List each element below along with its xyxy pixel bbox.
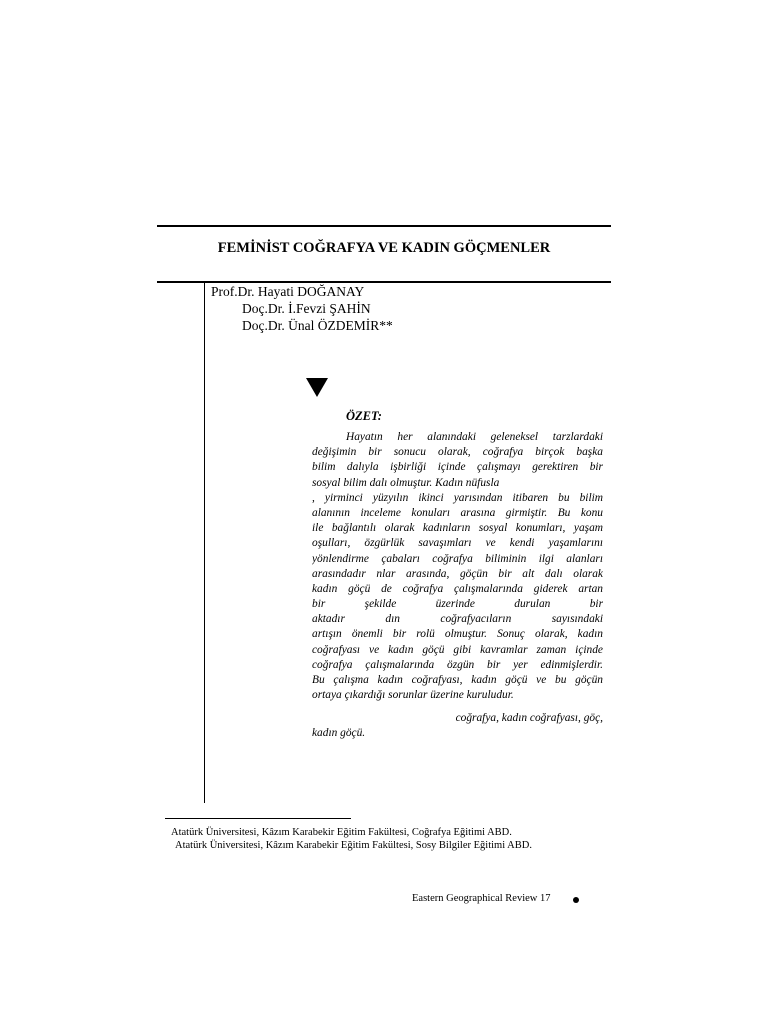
abstract-line: aktadır dın coğrafyacıların sayısındaki <box>312 613 603 626</box>
abstract-line: alanının inceleme konuları arasına girmiştir. Bu konu <box>312 506 603 519</box>
abstract-line: oşulları, özgürlük savaşımları ve kendi yaşamlarını <box>312 537 603 550</box>
abstract-line: ortaya çıkardığı sorunlar üzerine kuruludur. <box>312 689 514 702</box>
author-list <box>211 283 393 334</box>
footnotes <box>171 826 532 852</box>
abstract-line: Bu çalışma kadın coğrafyası, kadın göçü ve bu göçün <box>312 674 603 686</box>
abstract-line: coğrafya çalışmalarında özgün bir yer edinmişlerdir. <box>312 658 603 671</box>
article-title: FEMİNİST COĞRAFYA VE KADIN GÖÇMENLER <box>217 240 551 256</box>
page-footer: Eastern Geographical Review 17 <box>412 893 551 904</box>
abstract-line: ile bağlantılı olarak kadınların sosyal konumları, yaşam <box>312 522 603 535</box>
author-3: Doç.Dr. Ünal ÖZDEMİR** <box>242 318 393 333</box>
keywords-line-1: coğrafya, kadın coğrafyası, göç, <box>455 712 603 724</box>
author-2: Doç.Dr. İ.Fevzi ŞAHİN <box>242 301 371 316</box>
keywords-block <box>312 711 603 741</box>
abstract-body <box>312 430 603 703</box>
footnote-2: Atatürk Üniversitesi, Kâzım Karabekir Eğitim Fakültesi, Sosy Bilgiler Eğitimi ABD. <box>175 840 532 851</box>
abstract-line: değişimin bir sonucu olarak, coğrafya birçok başka <box>312 446 603 459</box>
footnote-1: Atatürk Üniversitesi, Kâzım Karabekir Eğitim Fakültesi, Coğrafya Eğitimi ABD. <box>171 827 512 838</box>
footnote-separator <box>165 818 351 819</box>
abstract-line: bilim dalıyla işbirliği içinde çalışmayı gerektiren bir <box>312 461 603 474</box>
margin-vertical-rule <box>204 283 205 803</box>
abstract-heading: ÖZET: <box>346 409 382 423</box>
abstract-line: artışın önemli bir rolü olmuştur. Sonuç olarak, kadın <box>312 628 603 641</box>
keywords-line-2: kadın göçü. <box>312 727 366 740</box>
abstract-line: arasındadır nlar arasında, göçün bir alt dalı olarak <box>312 567 603 580</box>
abstract-line: sosyal bilim dalı olmuştur. Kadın nüfusla <box>312 476 500 489</box>
title-top-rule <box>157 225 611 227</box>
abstract-line: kadın göçü de coğrafya çalışmalarında giderek artan <box>312 582 603 595</box>
triangle-down-icon <box>306 378 328 397</box>
abstract-line: Hayatın her alanındaki geleneksel tarzlardaki <box>346 431 603 443</box>
abstract-line: coğrafyası ve kadın göçü gibi kavramlar zaman içinde <box>312 643 603 656</box>
abstract-line: , yirminci yüzyılın ikinci yarısından itibaren bu bilim <box>312 491 603 504</box>
bullet-icon <box>573 897 579 903</box>
abstract-line: yönlendirme çabaları coğrafya biliminin ilgi alanları <box>312 552 603 565</box>
abstract-line: bir şekilde üzerinde durulan bir <box>312 598 603 611</box>
author-1: Prof.Dr. Hayati DOĞANAY <box>211 284 365 299</box>
